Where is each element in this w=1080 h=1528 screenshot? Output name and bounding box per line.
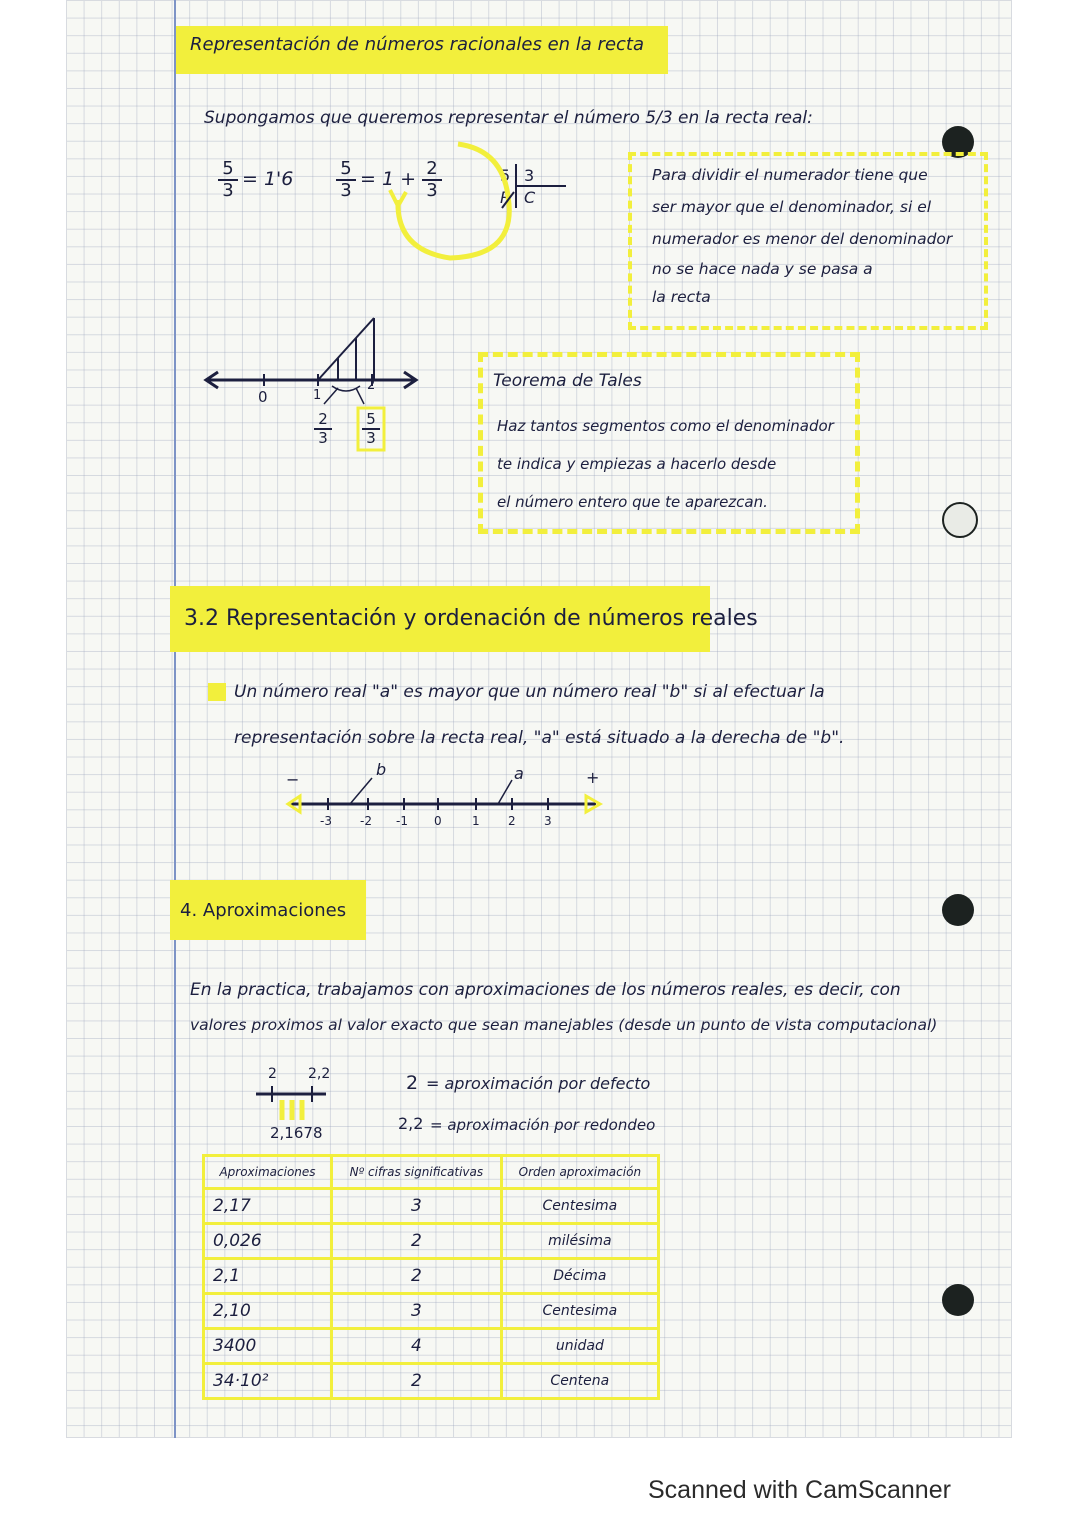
section1-title: Representación de números racionales en la recta: [176, 26, 668, 74]
division-divisor: 3: [524, 166, 535, 185]
cell-approximation: 0,026: [204, 1224, 332, 1259]
cell-figures: 3: [332, 1189, 502, 1224]
tales-line: el número entero que te aparezcan.: [497, 493, 768, 511]
cell-approximation: 34·10²: [204, 1364, 332, 1399]
header-approximations: Aproximaciones: [204, 1156, 332, 1189]
cell-order: unidad: [501, 1329, 658, 1364]
cell-approximation: 2,10: [204, 1294, 332, 1329]
section3-text-line2: valores proximos al valor exacto que sean manejables (desde un punto de vista computacional): [190, 1016, 938, 1034]
division-dividend: 5: [500, 166, 511, 185]
cell-approximation: 2,1: [204, 1259, 332, 1294]
bullet-highlight: [208, 683, 226, 701]
section3-text-line1: En la practica, trabajamos con aproximaciones de los números reales, es decir, con: [190, 980, 901, 1000]
tick-label: -3: [320, 814, 332, 828]
section1-intro: Supongamos que queremos representar el número 5/3 en la recta real:: [204, 108, 813, 128]
mark-5-3: 5 3: [362, 412, 380, 446]
pointer-a: [498, 780, 512, 804]
cell-figures: 3: [332, 1294, 502, 1329]
yellow-arrow-head: [390, 190, 406, 206]
note-line: ser mayor que el denominador, si el: [652, 198, 932, 216]
approx-left-label: 2: [268, 1066, 277, 1082]
def1-value: 2: [406, 1072, 419, 1094]
table-row: [204, 1329, 659, 1364]
section3-title: 4. Aproximaciones: [170, 880, 366, 940]
yellow-arrow-loop: [398, 144, 512, 258]
tick-label: 3: [544, 814, 552, 828]
tick-label: 1: [472, 814, 480, 828]
header-order: Orden aproximación: [501, 1156, 658, 1189]
notebook-page: [66, 0, 1012, 1438]
division-remainder: R: [500, 188, 512, 207]
cell-order: Décima: [501, 1259, 658, 1294]
table-header-row: [204, 1156, 659, 1189]
cell-figures: 2: [332, 1364, 502, 1399]
table-row: [204, 1364, 659, 1399]
tales-diagonal: [318, 318, 374, 380]
tick-label: -2: [360, 814, 372, 828]
mark-2-3: 2 3: [314, 412, 332, 446]
tick-label-zero: 0: [258, 388, 268, 406]
tales-title: Teorema de Tales: [493, 371, 642, 391]
header-significant-figures: Nº cifras significativas: [332, 1156, 502, 1189]
pointer-line: [324, 388, 338, 404]
note-line: la recta: [652, 288, 711, 306]
cell-figures: 4: [332, 1329, 502, 1364]
table-row: [204, 1224, 659, 1259]
def2-value: 2,2: [398, 1114, 424, 1133]
section2-title: 3.2 Representación y ordenación de números reales: [170, 586, 710, 652]
tick-label-two: 2: [367, 378, 376, 393]
tales-line: te indica y empiezas a hacerlo desde: [497, 455, 777, 473]
def2-text: = aproximación por redondeo: [430, 1116, 656, 1134]
tick-label-one: 1: [313, 388, 322, 403]
tick-label: 2: [508, 814, 516, 828]
label-a: a: [514, 764, 524, 783]
cell-order: Centesima: [501, 1189, 658, 1224]
tales-line: Haz tantos segmentos como el denominador: [497, 417, 834, 435]
decimal-result: = 1'6: [242, 168, 294, 190]
note-line: numerador es menor del denominador: [652, 230, 953, 248]
note-line: no se hace nada y se pasa a: [652, 260, 873, 278]
cell-approximation: 2,17: [204, 1189, 332, 1224]
fraction-2-3: 2 3: [422, 160, 442, 200]
cell-order: milésima: [501, 1224, 658, 1259]
label-b: b: [376, 760, 387, 779]
tick-label: -1: [396, 814, 408, 828]
table-row: [204, 1189, 659, 1224]
section2-text-line1: Un número real "a" es mayor que un número real "b" si al efectuar la: [234, 682, 825, 702]
sum-expression: = 1 +: [360, 168, 417, 190]
cell-order: Centena: [501, 1364, 658, 1399]
approx-right-label: 2,2: [308, 1066, 331, 1082]
fraction-5-3: 5 3: [218, 160, 238, 200]
division-quotient: C: [524, 188, 536, 207]
table-row: [204, 1294, 659, 1329]
section2-text-line2: representación sobre la recta real, "a" está situado a la derecha de "b".: [234, 728, 845, 748]
def1-text: = aproximación por defecto: [426, 1074, 651, 1093]
cell-figures: 2: [332, 1224, 502, 1259]
cell-figures: 2: [332, 1259, 502, 1294]
tales-box: [478, 352, 860, 534]
note-box: [628, 152, 988, 330]
approximations-table: [202, 1154, 660, 1400]
scanner-watermark: Scanned with CamScanner: [648, 1476, 951, 1504]
approx-value: 2,1678: [270, 1124, 323, 1142]
cell-order: Centesima: [501, 1294, 658, 1329]
pointer-line: [356, 388, 364, 404]
fraction-5-3: 5 3: [336, 160, 356, 200]
minus-sign: −: [286, 770, 300, 789]
table-row: [204, 1259, 659, 1294]
note-line: Para dividir el numerador tiene que: [652, 166, 928, 184]
cell-approximation: 3400: [204, 1329, 332, 1364]
plus-sign: +: [586, 768, 600, 787]
tick-label: 0: [434, 814, 442, 828]
